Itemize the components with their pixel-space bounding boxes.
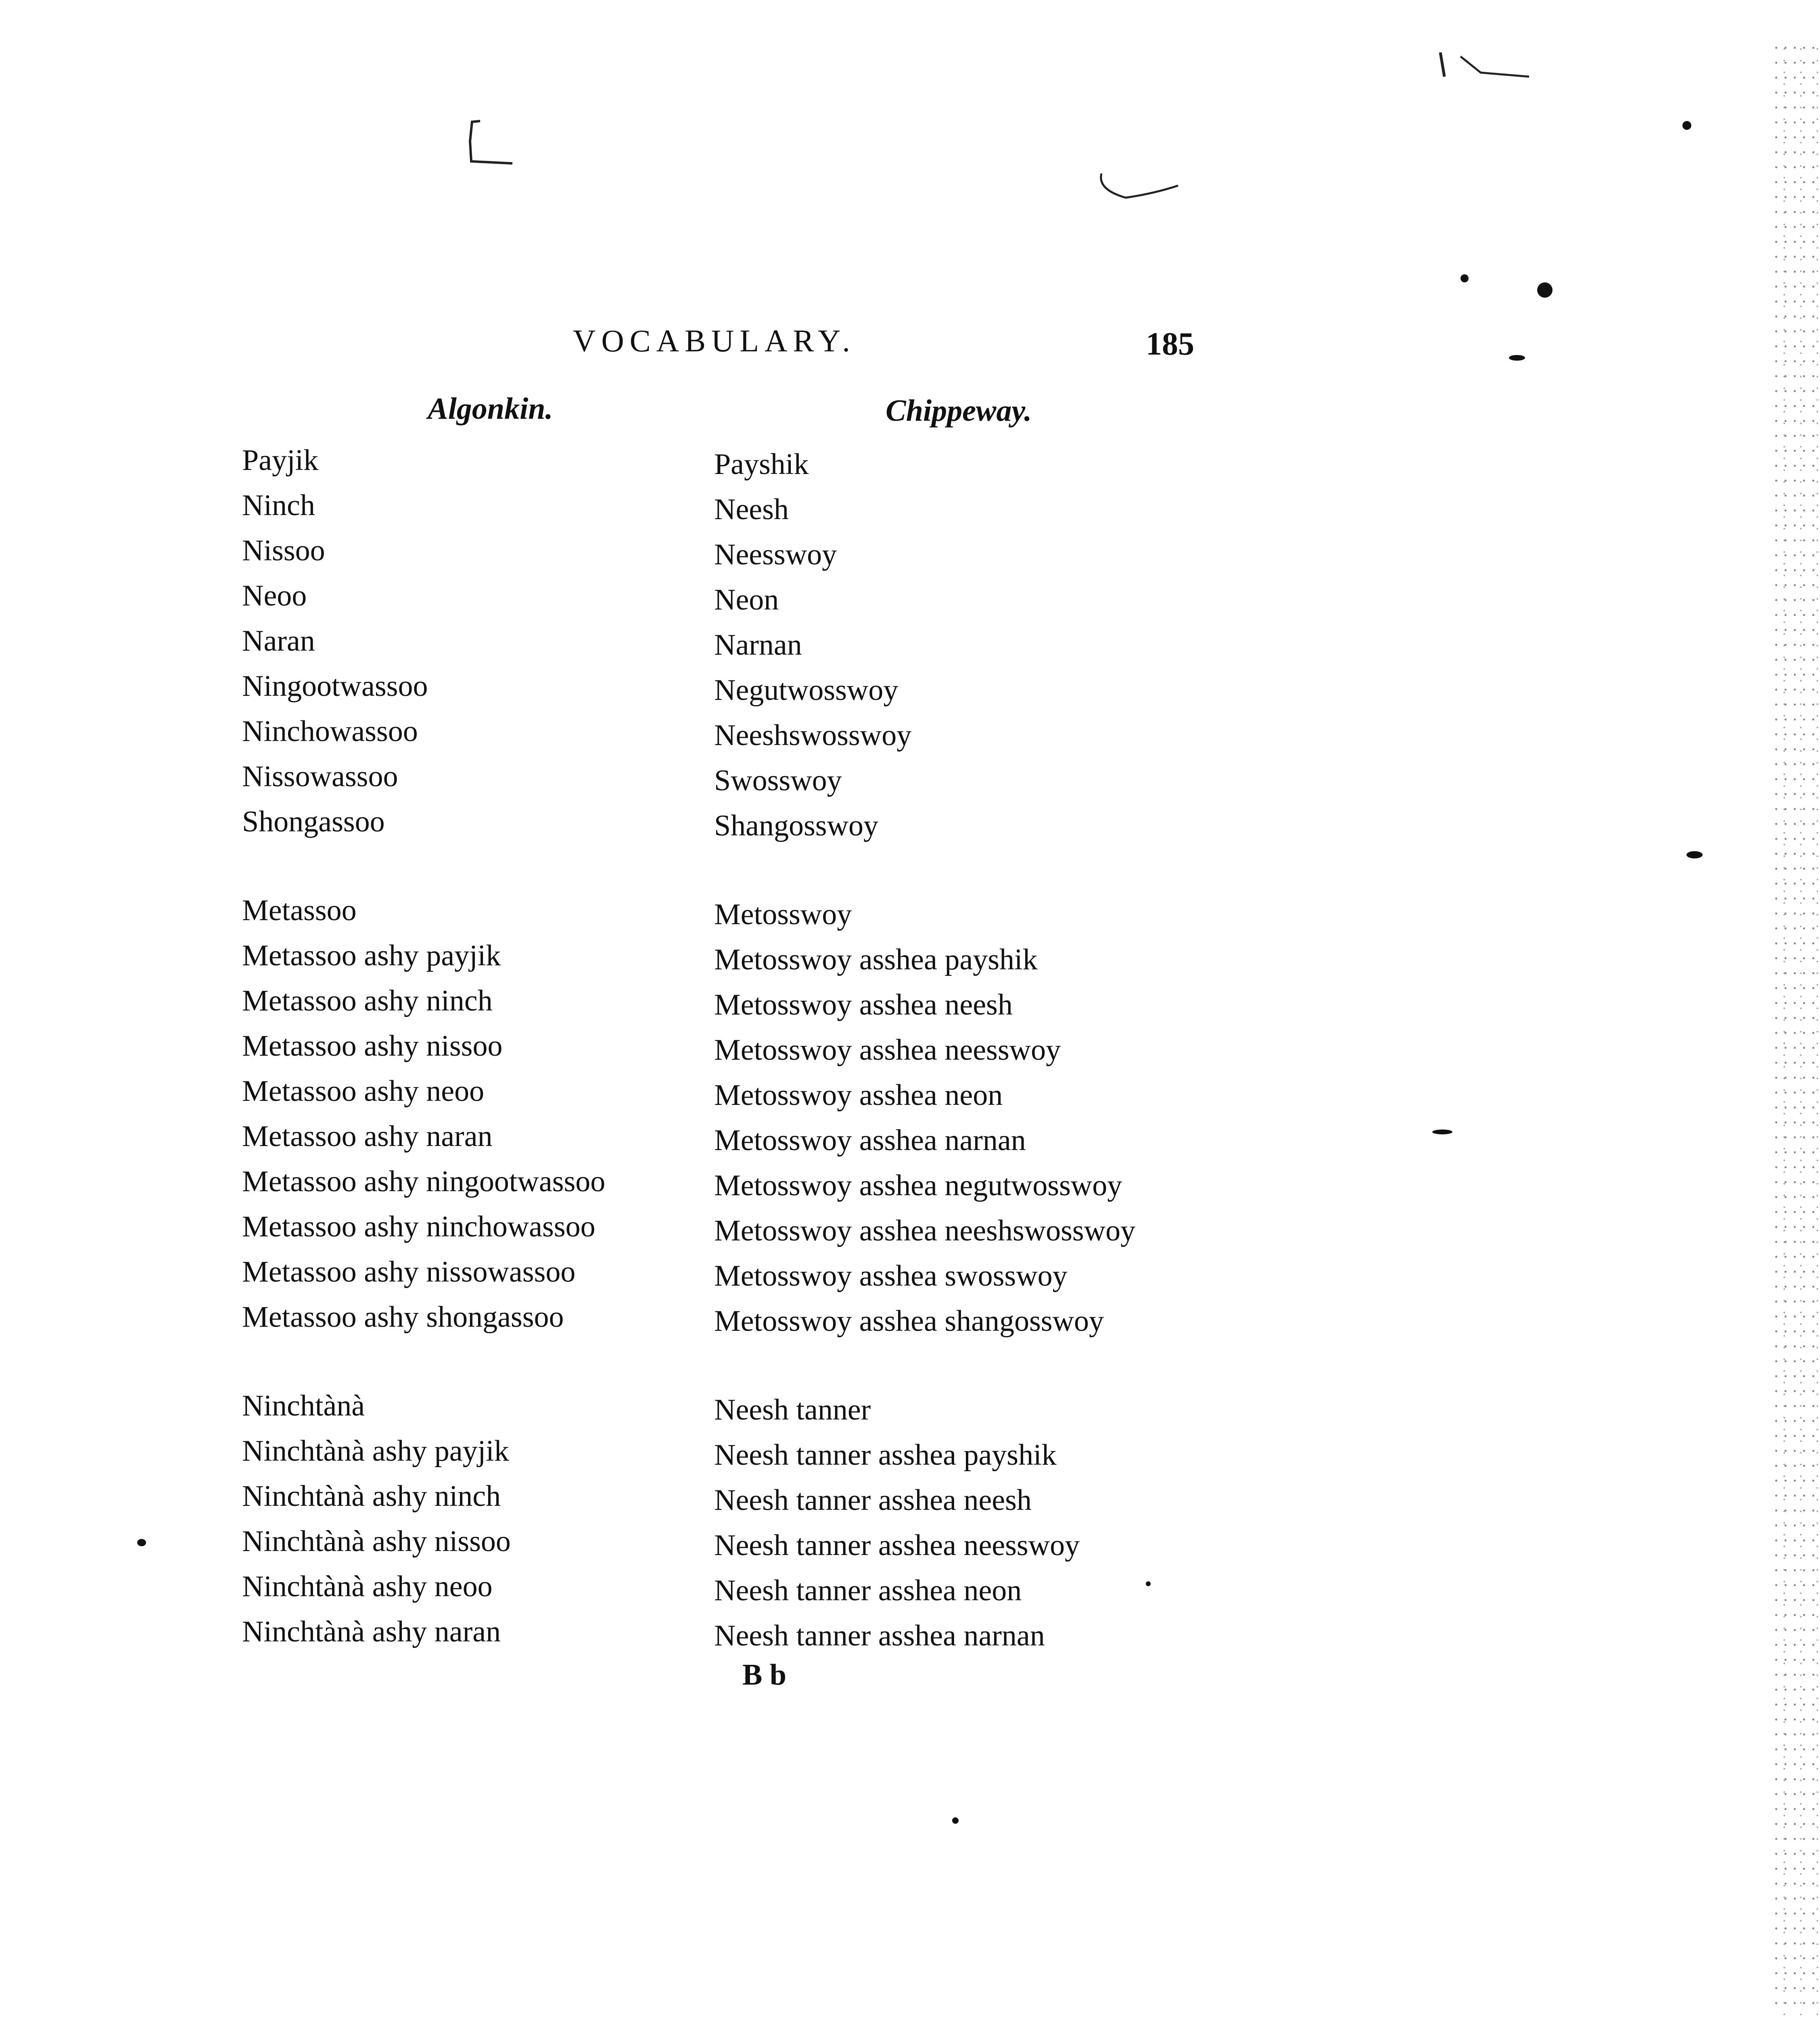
vocab-entry: Nissowassoo [242, 760, 398, 793]
algonkin-column [242, 438, 694, 1654]
group-separator [714, 1344, 1218, 1387]
column-heading-chippeway: Chippeway. [886, 394, 1032, 428]
vocab-entry: Metassoo ashy shongassoo [242, 1301, 564, 1334]
vocab-entry: Swosswoy [714, 764, 842, 797]
vocab-entry: Neesh tanner asshea neesh [714, 1484, 1032, 1517]
vocab-entry: Neesh [714, 493, 789, 526]
vocab-entry: Ninchtànà ashy ninch [242, 1480, 501, 1513]
vocab-entry: Metassoo ashy ninchowassoo [242, 1210, 596, 1243]
group-separator [242, 1340, 694, 1383]
vocab-entry: Metosswoy asshea narnan [714, 1124, 1026, 1157]
vocab-entry: Neesh tanner asshea neon [714, 1574, 1022, 1607]
vocab-entry: Ninchtànà [242, 1389, 365, 1422]
vocab-entry: Metosswoy asshea neeshswosswoy [714, 1214, 1136, 1247]
ink-speck [1509, 355, 1525, 361]
ink-speck [1537, 282, 1553, 298]
vocab-entry: Ninchowassoo [242, 715, 418, 748]
vocab-entry: Neesh tanner asshea narnan [714, 1619, 1045, 1652]
vocab-entry: Payshik [714, 448, 809, 481]
group-separator [714, 848, 1218, 892]
vocab-entry: Ningootwassoo [242, 670, 428, 703]
chippeway-column [714, 442, 1218, 1658]
signature-mark: B b [742, 1658, 787, 1691]
page-number: 185 [1146, 326, 1194, 362]
column-heading-algonkin: Algonkin. [428, 392, 553, 426]
vocab-entry: Ninchtànà ashy nissoo [242, 1525, 511, 1558]
vocab-entry: Payjik [242, 444, 319, 477]
vocab-entry: Metassoo ashy ningootwassoo [242, 1165, 606, 1198]
group-separator [242, 844, 694, 888]
pencil-mark-stroke [1436, 48, 1533, 97]
vocab-entry: Metosswoy [714, 898, 852, 931]
ink-speck [952, 1817, 959, 1824]
vocab-entry: Metassoo ashy nissoo [242, 1029, 503, 1063]
vocab-entry: Ninchtànà ashy neoo [242, 1570, 493, 1603]
vocab-entry: Neon [714, 583, 779, 616]
vocab-entry: Metosswoy asshea neon [714, 1079, 1003, 1112]
vocab-entry: Neesswoy [714, 538, 837, 571]
vocab-entry: Neesh tanner asshea neesswoy [714, 1529, 1080, 1562]
ink-speck [1461, 274, 1469, 282]
vocab-entry: Neoo [242, 579, 307, 612]
vocab-entry: Naran [242, 624, 315, 658]
vocab-entry: Ninch [242, 489, 315, 522]
binding-edge-noise [1772, 40, 1820, 2017]
vocab-entry: Shongassoo [242, 805, 385, 838]
vocab-entry: Metosswoy asshea shangosswoy [714, 1305, 1104, 1338]
vocab-entry: Metassoo ashy nissowassoo [242, 1255, 576, 1288]
vocab-entry: Metosswoy asshea neesswoy [714, 1034, 1061, 1067]
vocab-entry: Ninchtànà ashy naran [242, 1615, 501, 1648]
vocab-entry: Metassoo ashy naran [242, 1120, 493, 1153]
vocab-entry: Neesh tanner [714, 1393, 871, 1426]
vocab-entry: Metassoo ashy payjik [242, 939, 501, 972]
vocab-entry: Negutwosswoy [714, 674, 899, 707]
vocab-entry: Shangosswoy [714, 809, 879, 842]
vocab-entry: Metosswoy asshea neesh [714, 988, 1013, 1021]
ink-speck [1432, 1130, 1452, 1134]
vocab-entry: Ninchtànà ashy payjik [242, 1434, 509, 1468]
vocab-entry: Neesh tanner asshea payshik [714, 1439, 1057, 1472]
ink-speck [137, 1539, 146, 1546]
vocab-entry: Metassoo ashy ninch [242, 984, 493, 1017]
vocab-entry: Metosswoy asshea negutwosswoy [714, 1169, 1122, 1202]
vocab-entry: Metassoo ashy neoo [242, 1075, 485, 1108]
vocab-entry: Metosswoy asshea payshik [714, 943, 1038, 976]
vocab-entry: Metassoo [242, 894, 357, 927]
pencil-mark-bracket [464, 117, 520, 173]
vocab-entry: Nissoo [242, 534, 325, 567]
running-title: VOCABULARY. [573, 323, 856, 358]
vocab-entry: Metosswoy asshea swosswoy [714, 1259, 1068, 1292]
ink-speck [1682, 121, 1691, 130]
ink-speck [1686, 851, 1703, 858]
pencil-mark-curve [1093, 165, 1182, 206]
vocab-entry: Neeshswosswoy [714, 719, 912, 752]
vocab-entry: Narnan [714, 628, 802, 662]
